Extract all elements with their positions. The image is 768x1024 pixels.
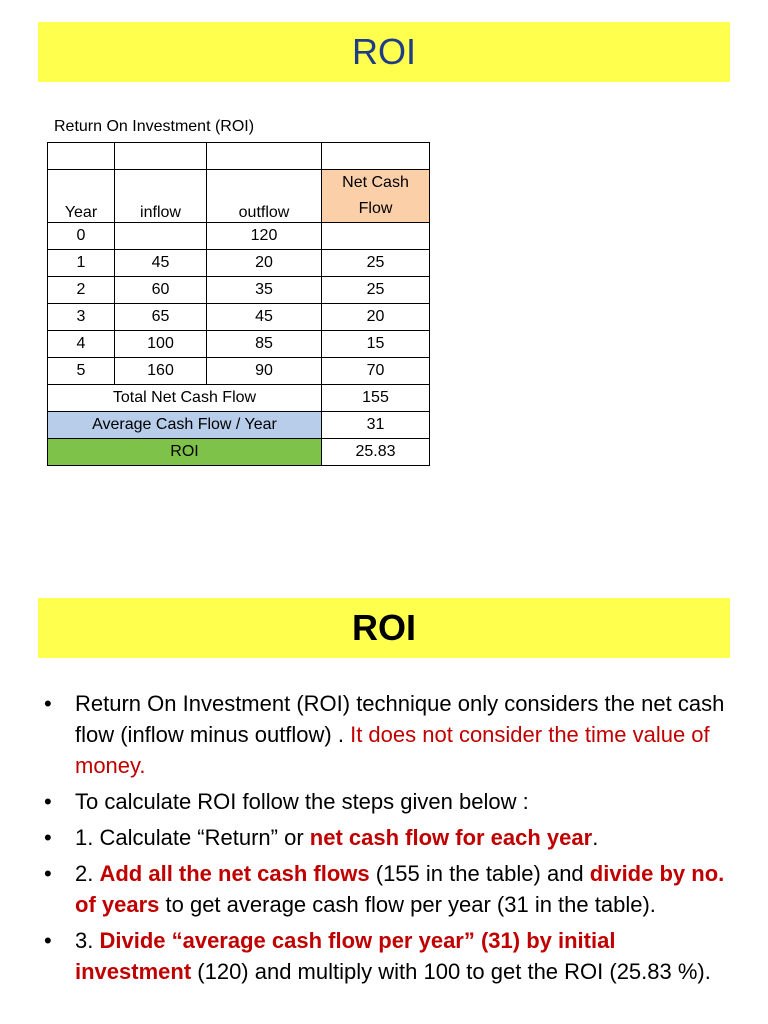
cell-outflow: 35 [207, 277, 322, 304]
cell-net [322, 223, 430, 250]
table-row [48, 250, 430, 277]
table-header-row [48, 170, 430, 223]
cell-year: 4 [48, 331, 115, 358]
total-row [48, 385, 430, 412]
average-value: 31 [322, 412, 430, 439]
table-caption: Return On Investment (ROI) [54, 118, 255, 135]
cell-net: 70 [322, 358, 430, 385]
roi-label: ROI [48, 439, 322, 466]
cell-net: 15 [322, 331, 430, 358]
cell-outflow: 20 [207, 250, 322, 277]
cell-outflow: 85 [207, 331, 322, 358]
bullet-steps-intro: • To calculate ROI follow the steps given below : [40, 786, 730, 817]
table-row [48, 358, 430, 385]
roi-table [47, 142, 430, 466]
slide1-title: ROI [351, 31, 416, 72]
header-inflow: inflow [115, 170, 207, 223]
cell-year: 2 [48, 277, 115, 304]
table-row [48, 223, 430, 250]
total-label: Total Net Cash Flow [48, 385, 322, 412]
cell-inflow: 160 [115, 358, 207, 385]
table-row [48, 277, 430, 304]
table-row [48, 304, 430, 331]
cell-inflow: 45 [115, 250, 207, 277]
bullet-roi-definition: • Return On Investment (ROI) technique only considers the net cash flow (inflow minus outflow) . It does not consider the time value of money. [40, 688, 730, 781]
cell-net: 25 [322, 277, 430, 304]
cell-net: 25 [322, 250, 430, 277]
total-value: 155 [322, 385, 430, 412]
bullet-step-2: • 2. Add all the net cash flows (155 in the table) and divide by no. of years to get average cash flow per year (31 in the table). [40, 858, 730, 920]
slide2-title: ROI [351, 607, 416, 648]
cell-outflow: 120 [207, 223, 322, 250]
header-net-cash-flow [322, 170, 430, 223]
table-row [48, 331, 430, 358]
cell-year: 3 [48, 304, 115, 331]
average-label: Average Cash Flow / Year [48, 412, 322, 439]
bullet-step-3: • 3. Divide “average cash flow per year” (31) by initial investment (120) and multiply with 100 to get the ROI (25.83 %). [40, 925, 730, 987]
cell-inflow: 65 [115, 304, 207, 331]
slide2-title-banner [38, 598, 730, 658]
header-year: Year [48, 170, 115, 223]
cell-inflow [115, 223, 207, 250]
cell-year: 1 [48, 250, 115, 277]
bullet-step-1: • 1. Calculate “Return” or net cash flow for each year. [40, 822, 730, 853]
cell-year: 0 [48, 223, 115, 250]
header-outflow: outflow [207, 170, 322, 223]
cell-outflow: 45 [207, 304, 322, 331]
cell-outflow: 90 [207, 358, 322, 385]
roi-value: 25.83 [322, 439, 430, 466]
slide1-title-banner [38, 22, 730, 82]
header-net-line2: Flow [358, 200, 393, 217]
average-row [48, 412, 430, 439]
cell-inflow: 60 [115, 277, 207, 304]
cell-inflow: 100 [115, 331, 207, 358]
table-row-empty [48, 143, 430, 170]
roi-row [48, 439, 430, 466]
header-net-line1: Net Cash [342, 174, 409, 191]
bullet-list [40, 688, 730, 992]
cell-year: 5 [48, 358, 115, 385]
cell-net: 20 [322, 304, 430, 331]
